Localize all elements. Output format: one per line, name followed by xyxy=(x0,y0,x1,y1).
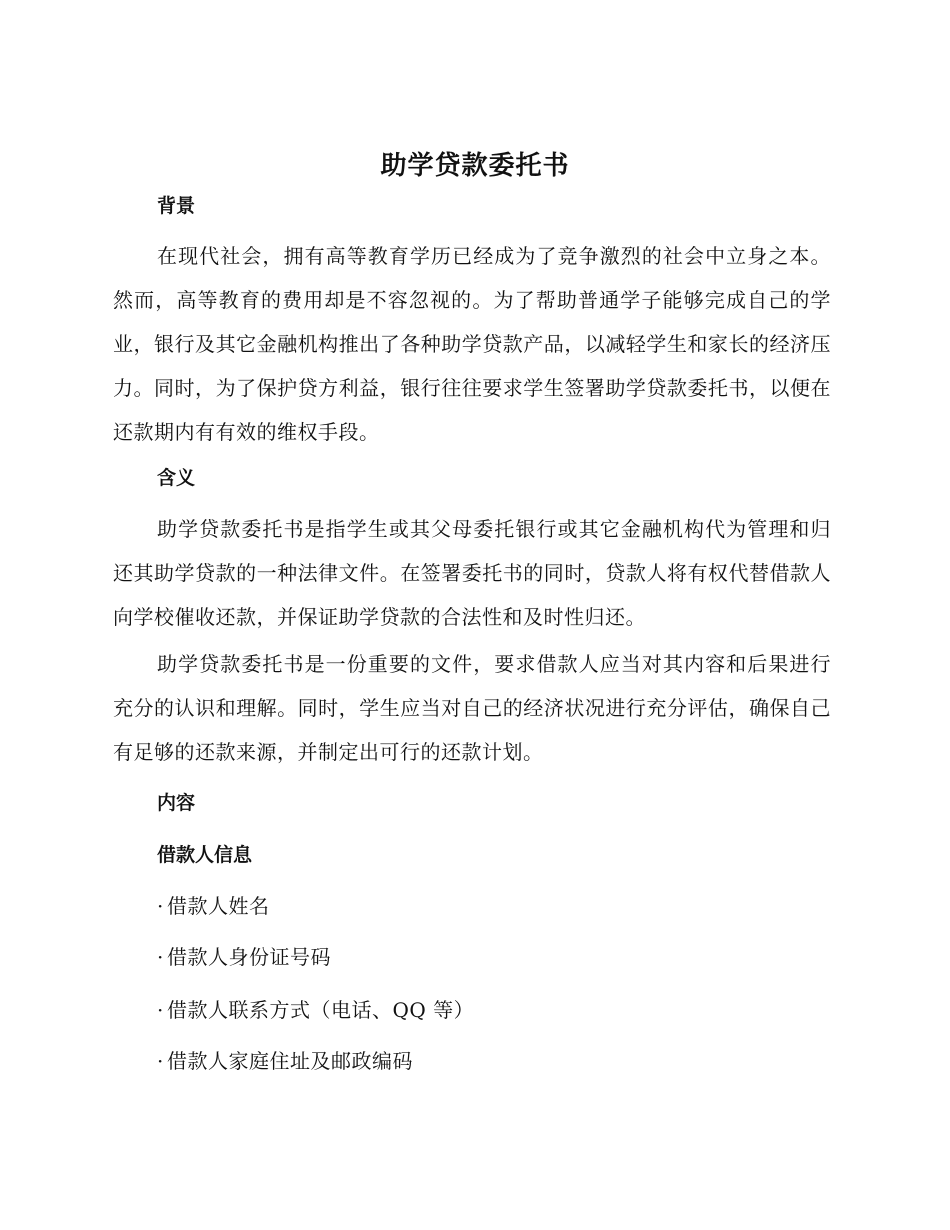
background-paragraph: 在现代社会，拥有高等教育学历已经成为了竞争激烈的社会中立身之本。然而，高等教育的费用却是不容忽视的。为了帮助普通学子能够完成自己的学业，银行及其它金融机构推出了各种助学贷款产品，以减轻学生和家长的经济压力。同时，为了保护贷方利益，银行往往要求学生签署助学贷款委托书，以便在还款期内有有效的维权手段。 xyxy=(113,244,831,444)
list-item-text: 借款人姓名 xyxy=(167,894,270,918)
section-heading-content: 内容 xyxy=(157,792,196,814)
bullet-marker: · xyxy=(157,894,164,918)
list-item-text: 借款人身份证号码 xyxy=(167,945,331,969)
document-title: 助学贷款委托书 xyxy=(380,151,570,181)
list-item-text: 借款人家庭住址及邮政编码 xyxy=(167,1049,413,1073)
list-item xyxy=(157,942,331,972)
bullet-marker: · xyxy=(157,1049,164,1073)
list-item xyxy=(157,1046,413,1076)
list-item xyxy=(157,995,474,1025)
meaning-paragraph-1: 助学贷款委托书是指学生或其父母委托银行或其它金融机构代为管理和归还其助学贷款的一种法律文件。在签署委托书的同时，贷款人将有权代替借款人向学校催收还款，并保证助学贷款的合法性和及时性归还。 xyxy=(113,517,831,629)
list-item-text: 借款人联系方式（电话、QQ 等） xyxy=(167,998,475,1022)
bullet-marker: · xyxy=(157,945,164,969)
list-item xyxy=(157,891,270,921)
bullet-marker: · xyxy=(157,998,164,1022)
section-heading-meaning: 含义 xyxy=(157,467,196,489)
borrower-info-subheading: 借款人信息 xyxy=(157,844,253,866)
meaning-paragraph-2: 助学贷款委托书是一份重要的文件，要求借款人应当对其内容和后果进行充分的认识和理解。同时，学生应当对自己的经济状况进行充分评估，确保自己有足够的还款来源，并制定出可行的还款计划。 xyxy=(113,652,831,764)
section-heading-background: 背景 xyxy=(157,195,196,217)
